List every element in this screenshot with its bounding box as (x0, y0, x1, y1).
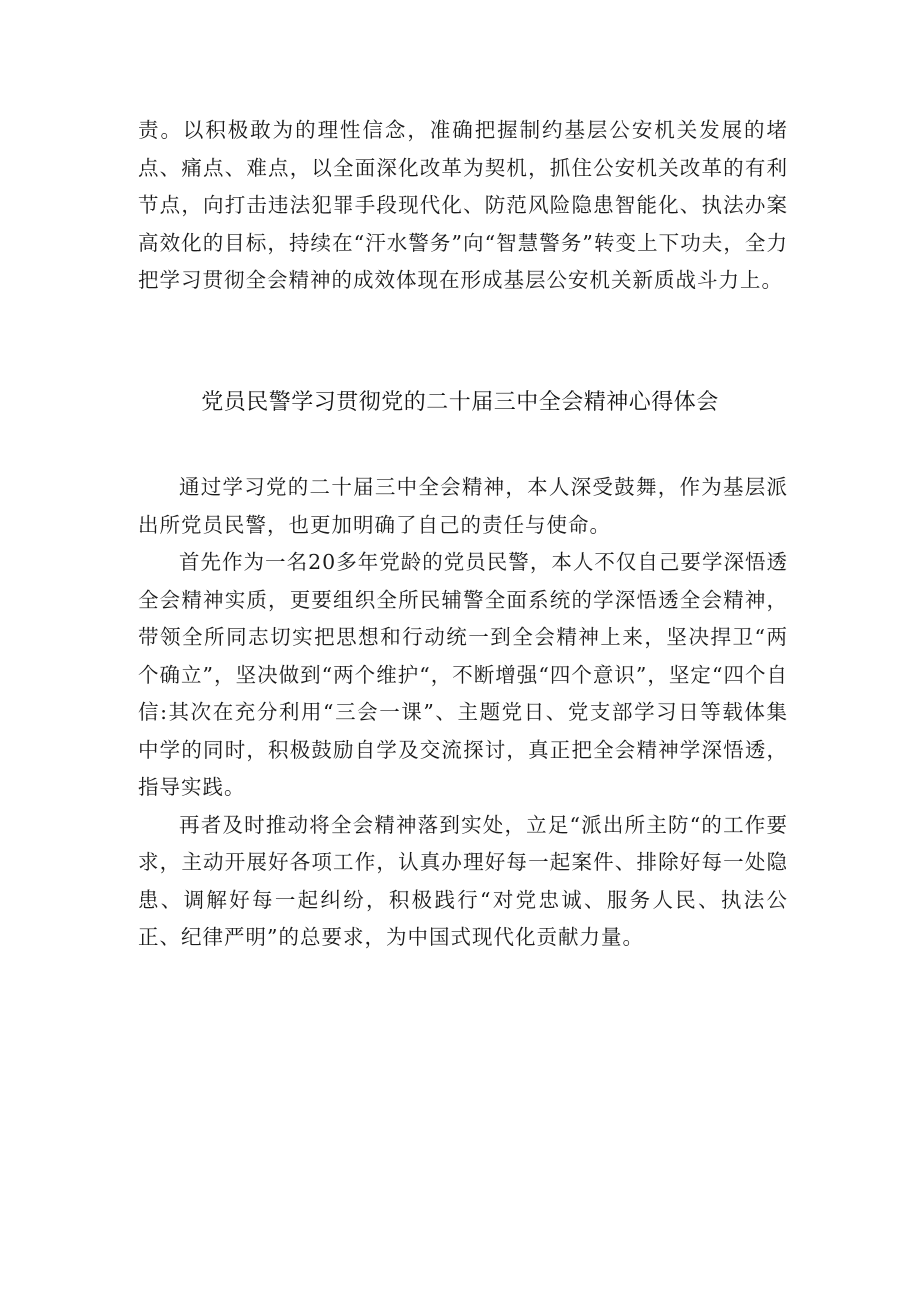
body-paragraph-3: 再者及时推动将全会精神落到实处，立足“派出所主防“的工作要求，主动开展好各项工作，认真办理好每一起案件、排除好每一处隐患、调解好每一起纠纷，积极践行“对党忠诚、服务人民、执法公正、纪律严明”的总要求，为中国式现代化贡献力量。 (138, 812, 788, 949)
body-paragraph-1: 通过学习党的二十届三中全会精神，本人深受鼓舞，作为基层派出所党员民警，也更加明确了自己的责任与使命。 (138, 475, 788, 537)
previous-section-text (138, 112, 788, 300)
document-body (138, 469, 788, 957)
continuation-paragraph: 责。以积极敢为的理性信念，准确把握制约基层公安机关发展的堵点、痛点、难点，以全面深化改革为契机，抓住公安机关改革的有利节点，向打击违法犯罪手段现代化、防范风险隐患智能化、执法办案高效化的目标，持续在“汗水警务”向“智慧警务”转变上下功夫，全力把学习贯彻全会精神的成效体现在形成基层公安机关新质战斗力上。 (138, 118, 788, 292)
document-title: 党员民警学习贯彻党的二十届三中全会精神心得体会 (201, 390, 719, 415)
body-paragraph-2: 首先作为一名20多年党龄的党员民警，本人不仅自己要学深悟透全会精神实质，更要组织全所民辅警全面系统的学深悟透全会精神，带领全所同志切实把思想和行动统一到全会精神上来，坚决捍卫“两个确立”，坚决做到“两个维护“，不断增强“四个意识”，坚定“四个自信:其次在充分利用“三会一课”、主题党日、党支部学习日等载体集中学的同时，积极鼓励自学及交流探讨，真正把全会精神学深悟透，指导实践。 (138, 550, 788, 799)
